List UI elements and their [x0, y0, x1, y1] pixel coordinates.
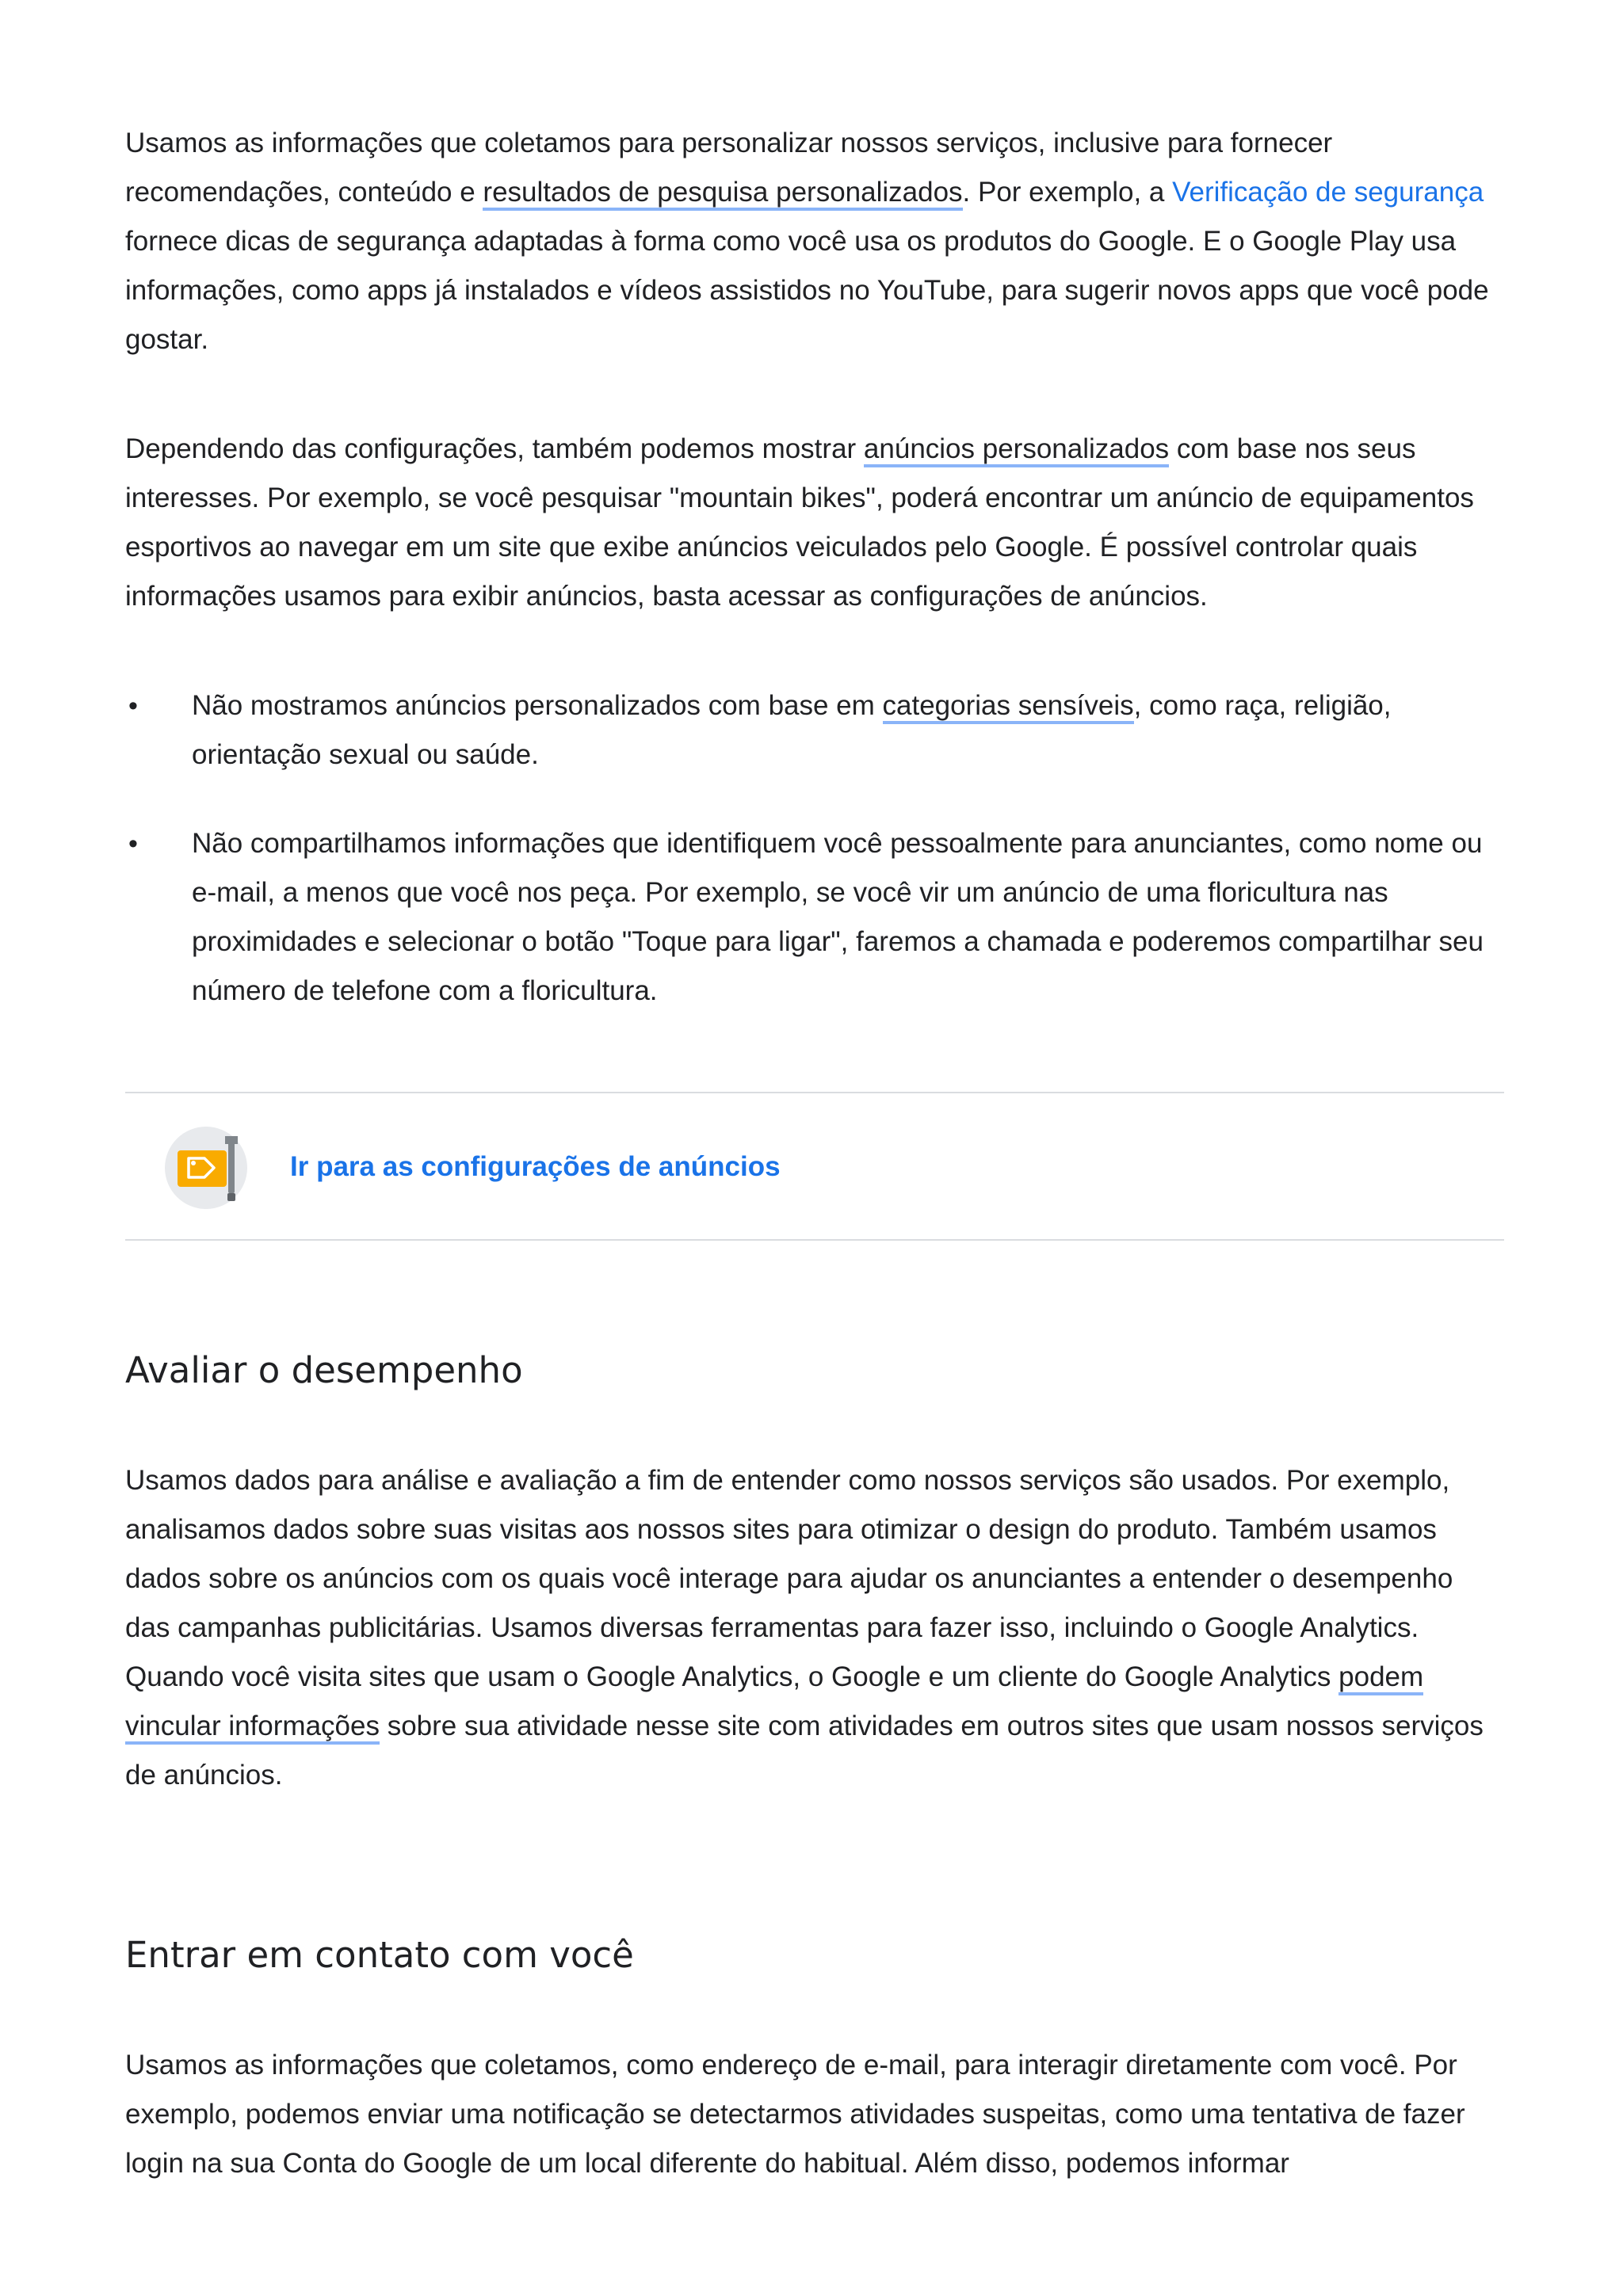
paragraph-personalization [125, 119, 1504, 364]
section-heading-contact: Entrar em contato com você [125, 1934, 634, 1976]
paragraph-personalized-ads [125, 425, 1504, 621]
ad-settings-icon [165, 1127, 247, 1209]
paragraph-text: fornece dicas de segurança adaptadas à forma como você usa os produtos do Google. E o Google Play usa informações, como apps já instalados e vídeos assistidos no YouTube, para sugerir novos apps que você pode gostar. [125, 226, 1489, 355]
paragraph-text: sobre sua atividade nesse site com atividades em outros sites que usam nossos serviços de anúncios. [125, 1711, 1484, 1791]
ad-settings-icon-graphic [165, 1127, 247, 1209]
ads-bullet-list [125, 681, 1504, 1016]
glossary-term-personalized-results[interactable]: resultados de pesquisa personalizados [483, 177, 962, 211]
paragraph-text: Usamos dados para análise e avaliação a fim de entender como nossos serviços são usados. Por exemplo, analisamos dados sobre suas visitas aos nossos sites para otimizar o design do produto. Também usamos dados sobre os anúncios com os quais você interage para ajudar os anunciantes a entender o desempenho das campanhas publicitárias. Usamos diversas ferramentas para fazer isso, incluindo o Google Analytics. Quando você visita sites que usam o Google Analytics, o Google e um cliente do Google Analytics [125, 1465, 1453, 1692]
glossary-term-sensitive-categories[interactable]: categorias sensíveis [883, 690, 1134, 724]
paragraph-contact: Usamos as informações que coletamos, como endereço de e-mail, para interagir diretamente com você. Por exemplo, podemos enviar uma notificação se detectarmos atividades suspeitas, como uma tentativa de fazer login na sua Conta do Google de um local diferente do habitual. Além disso, podemos informar [125, 2050, 1465, 2179]
list-item [125, 819, 1504, 1016]
security-checkup-link[interactable]: Verificação de segurança [1172, 177, 1484, 208]
paragraph-performance [125, 1456, 1504, 1800]
ads-settings-callout [125, 1092, 1504, 1241]
bullet-icon: • [128, 829, 138, 859]
list-item [125, 681, 1504, 780]
main-content [125, 119, 1504, 1016]
bullet-text: Não mostramos anúncios personalizados com base em [192, 690, 883, 721]
paragraph-text: Usamos as informações que coletamos para personalizar nossos serviços, inclusive para fornecer recomendações, conteúdo e [125, 128, 1333, 208]
paragraph-text: . Por exemplo, a [962, 177, 1173, 208]
ads-settings-link[interactable]: Ir para as configurações de anúncios [290, 1151, 781, 1182]
bullet-text: Não compartilhamos informações que identifiquem você pessoalmente para anunciantes, como nome ou e-mail, a menos que você nos peça. Por exemplo, se você vir um anúncio de uma floricultura nas proximidades e selecionar o botão "Toque para ligar", faremos a chamada e poderemos compartilhar seu número de telefone com a floricultura. [192, 828, 1484, 1006]
secondary-content [125, 1347, 1504, 2188]
bullet-text: , como raça, religião, orientação sexual ou saúde. [192, 690, 1392, 770]
glossary-term-personalized-ads[interactable]: anúncios personalizados [864, 433, 1169, 467]
paragraph-text: com base nos seus interesses. Por exemplo, se você pesquisar "mountain bikes", poderá encontrar um anúncio de equipamentos esportivos ao navegar em um site que exibe anúncios veiculados pelo Google. É possível controlar quais informações usamos para exibir anúncios, basta acessar as configurações de anúncios. [125, 433, 1474, 612]
bullet-icon: • [128, 691, 138, 721]
glossary-term-link-information[interactable]: podem vincular informações [125, 1661, 1423, 1745]
paragraph-text: Dependendo das configurações, também podemos mostrar [125, 433, 864, 464]
section-heading-performance: Avaliar o desempenho [125, 1349, 523, 1391]
